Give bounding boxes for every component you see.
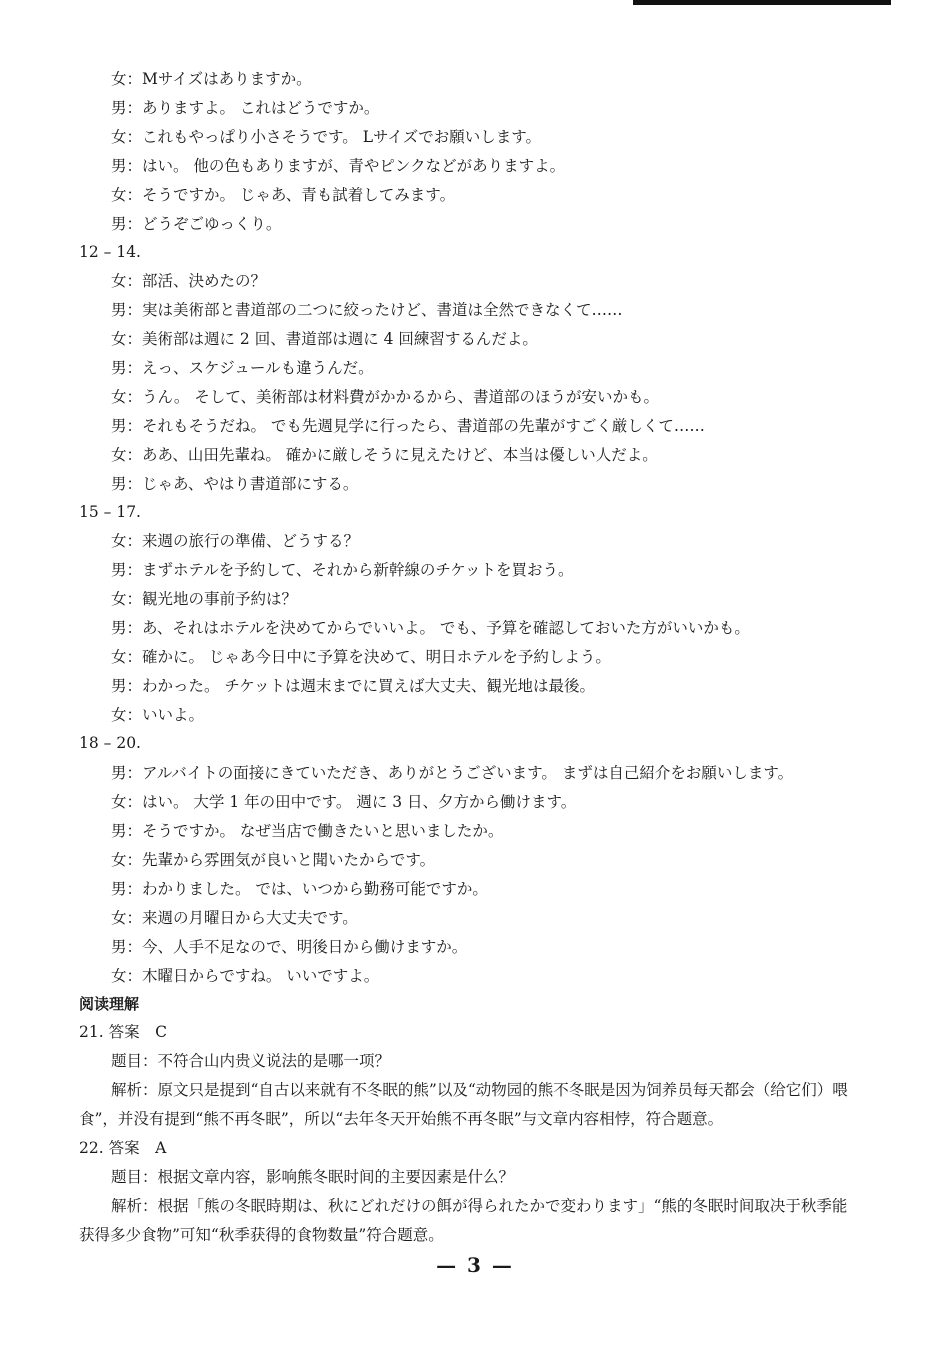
- dialogue-line: 男：わかりました。 では、いつから勤務可能ですか。: [111, 880, 488, 898]
- dialogue-line: 男：わかった。 チケットは週末までに買えば大丈夫、観光地は最後。: [111, 677, 596, 695]
- section-number: 12 – 14.: [79, 243, 141, 261]
- page-number: — 3 —: [436, 1253, 514, 1277]
- section-number: 15 – 17.: [79, 503, 141, 521]
- dialogue-line: 女：いいよ。: [111, 706, 205, 724]
- dialogue-line: 女：来週の月曜日から大丈夫です。: [111, 909, 358, 927]
- dialogue-line: 男：あ、それはホテルを決めてからでいいよ。 でも、予算を確認しておいた方がいいかも。: [111, 619, 750, 637]
- dialogue-line: 女：ああ、山田先輩ね。 確かに厳しそうに見えたけど、本当は優しい人だよ。: [111, 446, 658, 464]
- section-number: 18 – 20.: [79, 734, 141, 752]
- dialogue-line: 男：じゃあ、やはり書道部にする。: [111, 475, 359, 493]
- section-heading: 阅读理解: [79, 995, 140, 1013]
- dialogue-line: 女：はい。 大学 1 年の田中です。 週に 3 日、夕方から働けます。: [111, 793, 577, 811]
- dialogue-line: 女：Mサイズはありますか。: [111, 70, 312, 88]
- dialogue-line: 男：それもそうだね。 でも先週見学に行ったら、書道部の先輩がすごく厳しくて……: [111, 417, 705, 435]
- dialogue-line: 男：えっ、スケジュールも違うんだ。: [111, 359, 374, 377]
- dialogue-line: 男：ありますよ。 これはどうですか。: [111, 99, 380, 117]
- dialogue-line: 女：うん。 そして、美術部は材料費がかかるから、書道部のほうが安いかも。: [111, 388, 660, 406]
- analysis-text: 解析：根据「熊の冬眠時期は、秋にどれだけの餌が得られたかで変わります」“熊的冬眠时间取决于秋季能: [111, 1197, 848, 1215]
- answer-line: 21. 答案 C: [79, 1023, 167, 1041]
- answer-line: 22. 答案 A: [79, 1139, 167, 1157]
- question-topic: 题目：不符合山内贵义说法的是哪一项？: [111, 1052, 391, 1070]
- dialogue-line: 男：今、人手不足なので、明後日から働けますか。: [111, 938, 468, 956]
- dialogue-line: 男：実は美術部と書道部の二つに絞ったけど、書道は全然できなくて……: [111, 301, 623, 319]
- dialogue-line: 女：先輩から雰囲気が良いと聞いたからです。: [111, 851, 436, 869]
- dialogue-line: 男：まずホテルを予約して、それから新幹線のチケットを買おう。: [111, 561, 574, 579]
- top-rule: [633, 0, 891, 5]
- dialogue-line: 女：確かに。 じゃあ今日中に予算を決めて、明日ホテルを予約しよう。: [111, 648, 611, 666]
- dialogue-line: 女：美術部は週に 2 回、書道部は週に 4 回練習するんだよ。: [111, 330, 538, 348]
- analysis-text: 获得多少食物”可知“秋季获得的食物数量”符合题意。: [79, 1226, 444, 1244]
- question-topic: 题目：根据文章内容，影响熊冬眠时间的主要因素是什么？: [111, 1168, 515, 1186]
- analysis-text: 解析：原文只是提到“自古以来就有不冬眠的熊”以及“动物园的熊不冬眠是因为饲养员每天都会（给它们）喂: [111, 1081, 848, 1099]
- dialogue-line: 女：観光地の事前予約は？: [111, 590, 298, 608]
- dialogue-line: 女：来週の旅行の準備、どうする？: [111, 532, 360, 550]
- dialogue-line: 女：部活、決めたの？: [111, 272, 267, 290]
- dialogue-line: 男：どうぞごゆっくり。: [111, 215, 282, 233]
- analysis-text: 食”，并没有提到“熊不再冬眠”，所以“去年冬天开始熊不再冬眠”与文章内容相悖，符合题意。: [79, 1110, 724, 1128]
- dialogue-line: 男：はい。 他の色もありますが、青やピンクなどがありますよ。: [111, 157, 566, 175]
- dialogue-line: 女：そうですか。 じゃあ、青も試着してみます。: [111, 186, 456, 204]
- dialogue-line: 女：木曜日からですね。 いいですよ。: [111, 967, 380, 985]
- dialogue-line: 男：そうですか。 なぜ当店で働きたいと思いましたか。: [111, 822, 504, 840]
- dialogue-line: 男：アルバイトの面接にきていただき、ありがとうございます。 まずは自己紹介をお願いします。: [111, 764, 794, 782]
- dialogue-line: 女：これもやっぱり小さそうです。 Lサイズでお願いします。: [111, 128, 542, 146]
